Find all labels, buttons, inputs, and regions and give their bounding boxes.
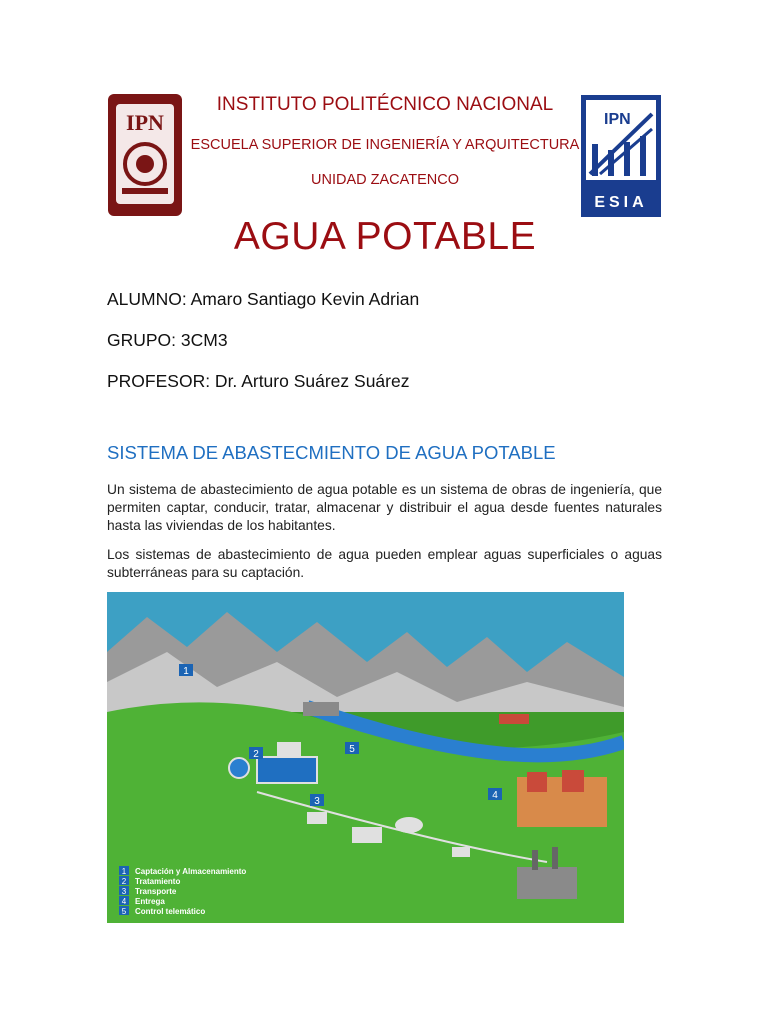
institute-name: INSTITUTO POLITÉCNICO NACIONAL <box>216 94 554 115</box>
legend-num-3: 3 <box>121 887 127 896</box>
ipn-logo-text: IPN <box>126 110 164 135</box>
student-line: ALUMNO: Amaro Santiago Kevin Adrian <box>107 289 420 309</box>
paragraph-definition: Un sistema de abastecimiento de agua potable es un sistema de obras de ingeniería, que permiten captar, conducir, tratar, almacenar y distribuir el agua desde fuentes naturales hasta las viviendas de los habitantes. <box>107 482 662 533</box>
legend-label-2: Tratamiento <box>135 877 181 886</box>
diagram-marker-4: 4 <box>492 790 498 801</box>
school-name: ESCUELA SUPERIOR DE INGENIERÍA Y ARQUITECTURA <box>190 137 580 153</box>
diagram-dam <box>303 702 339 716</box>
ipn-emblem-logo <box>104 92 186 220</box>
professor-line: PROFESOR: Dr. Arturo Suárez Suárez <box>107 371 410 391</box>
legend-label-1: Captación y Almacenamiento <box>135 867 247 876</box>
legend-num-2: 2 <box>121 877 127 886</box>
legend-label-4: Entrega <box>135 897 165 906</box>
legend-num-5: 5 <box>121 907 127 916</box>
legend-label-5: Control telemático <box>135 907 206 916</box>
esia-logo-bottom-text: ESIA <box>594 194 648 211</box>
paragraph-sources: Los sistemas de abastecimiento de agua pueden emplear aguas superficiales o aguas subterráneas para su captación. <box>107 547 662 580</box>
legend-num-1: 1 <box>121 867 127 876</box>
document-title: AGUA POTABLE <box>233 215 537 258</box>
unit-name: UNIDAD ZACATENCO <box>311 172 459 188</box>
esia-logo-top-text: IPN <box>604 111 631 128</box>
section-title: SISTEMA DE ABASTECMIENTO DE AGUA POTABLE <box>107 442 556 463</box>
esia-logo <box>580 94 662 218</box>
diagram-industry <box>517 867 577 899</box>
diagram-village <box>499 714 529 724</box>
diagram-marker-1: 1 <box>183 666 189 677</box>
diagram-storage-tank <box>395 817 423 833</box>
diagram-marker-3: 3 <box>314 796 320 807</box>
diagram-marker-2: 2 <box>253 749 259 760</box>
group-line: GRUPO: 3CM3 <box>107 330 228 350</box>
diagram-marker-5: 5 <box>349 744 355 755</box>
diagram-treatment-plant <box>257 757 317 783</box>
legend-label-3: Transporte <box>135 887 177 896</box>
legend-num-4: 4 <box>121 897 127 906</box>
water-supply-diagram <box>107 592 624 923</box>
